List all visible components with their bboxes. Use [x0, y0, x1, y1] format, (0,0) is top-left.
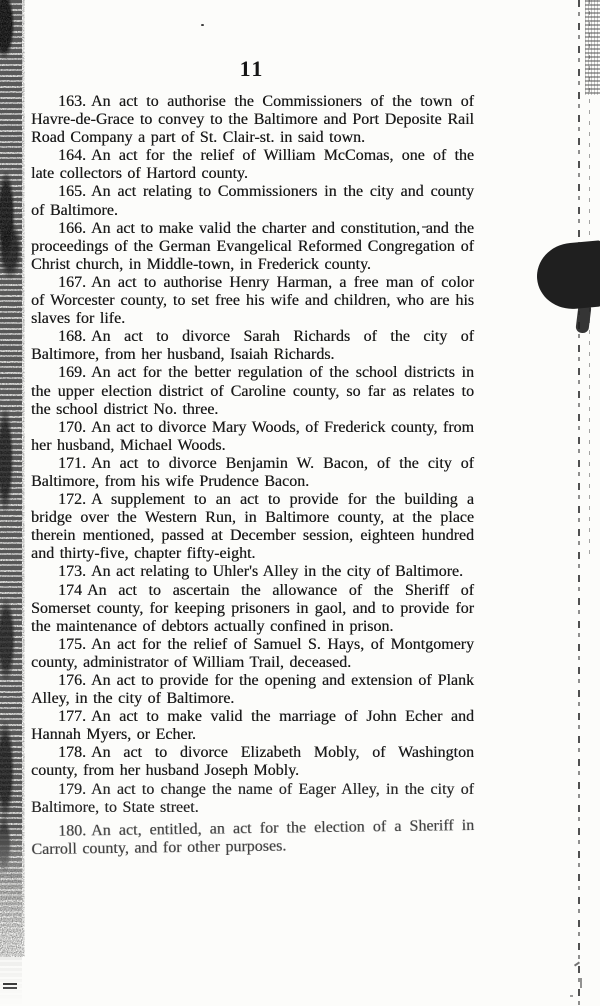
act-text: An act to divorce Elizabeth Mobly, of Washington county, from her husband Joseph Mobly.: [31, 744, 474, 780]
act-item-165: [31, 183, 474, 219]
act-text: An act to divorce Mary Woods, of Frederick county, from her husband, Michael Woods.: [31, 418, 474, 454]
act-text: An act to make valid the charter and constitution, and the proceedings of the German Evangelical Reformed Congregation of Christ church, in Middle-town, in Frederick county.: [31, 219, 474, 273]
binding-shadow-noise: [0, 0, 22, 1006]
act-text: An act to make valid the marriage of John Echer and Hannah Myers, or Echer.: [31, 708, 474, 744]
act-item-169: [31, 364, 474, 418]
act-number: 165.: [58, 183, 86, 201]
act-number: 178.: [58, 744, 86, 762]
act-number: 163.: [58, 93, 86, 110]
act-item-172: [31, 491, 474, 563]
act-number: 171.: [58, 454, 86, 472]
act-text: An act, entitled, an act for the election of a Sheriff in Carroll county, and for other purposes.: [31, 816, 475, 859]
act-text: An act for the relief of William McComas, one of the late collectors of Hartord county.: [31, 147, 474, 183]
act-item-170: [31, 419, 474, 455]
page-number: 11: [239, 56, 265, 81]
margin-speck: [3, 983, 17, 985]
act-number: 179.: [58, 780, 86, 798]
act-text: An act for the better regulation of the school districts in the upper election district of Caroline county, so far as relates to the school district No. three.: [31, 364, 474, 418]
act-item-164: [31, 147, 474, 183]
ink-blob: [534, 240, 600, 312]
act-text: An act to provide for the opening and extension of Plank Alley, in the city of Baltimore.: [31, 672, 474, 708]
act-number: 175.: [58, 635, 86, 653]
act-number: 169.: [58, 364, 86, 382]
act-text: An act relating to Commissioners in the city and county of Baltimore.: [31, 183, 474, 219]
act-item-166: [31, 220, 474, 274]
act-text: An act to authorise the Commissioners of the town of Havre-de-Grace to convey to the Baltimore and Port Deposite Rail Road Company a part of St. Clair-st. in said town.: [31, 93, 474, 147]
act-number: 167.: [58, 273, 86, 291]
act-text: An act to divorce Sarah Richards of the city of Baltimore, from her husband, Isaiah Richards.: [31, 328, 474, 364]
act-number: 173.: [58, 563, 86, 581]
act-item-168: [31, 328, 474, 364]
act-item-171: [31, 455, 474, 491]
act-item-180: [31, 817, 474, 859]
top-right-corner-noise: [585, 0, 600, 95]
act-item-176: [31, 672, 474, 708]
act-number: 164.: [58, 147, 86, 165]
act-item-178: [31, 744, 474, 780]
act-text: An act to divorce Benjamin W. Bacon, of the city of Baltimore, from his wife Prudence Bacon.: [31, 454, 474, 490]
act-number: 168.: [58, 328, 86, 346]
act-item-179: [31, 781, 474, 817]
margin-speck: [570, 995, 573, 997]
act-text: An act for the relief of Samuel S. Hays, of Montgomery county, administrator of William Trail, deceased.: [31, 635, 474, 671]
act-item-163: [31, 93, 474, 147]
act-number: 174: [58, 581, 82, 599]
act-number: 170.: [58, 418, 86, 436]
page-edge-dashed-line: [578, 0, 580, 1006]
margin-speck: [580, 978, 582, 988]
act-number: 176.: [58, 672, 86, 689]
act-item-167: [31, 274, 474, 328]
act-list: [31, 93, 475, 859]
act-text: An act to authorise Henry Harman, a free man of color of Worcester county, to set free his wife and children, who are his slaves for life.: [31, 273, 474, 328]
act-text: An act to change the name of Eager Alley, in the city of Baltimore, to State street.: [31, 780, 474, 816]
margin-speck: [201, 24, 204, 26]
act-item-174: [31, 582, 474, 636]
act-text: A supplement to an act to provide for the building a bridge over the Western Run, in Baltimore county, at the place therein mentioned, passed at December session, eighteen hundred and thirty-five, chapter fifty-eight.: [31, 491, 474, 563]
act-text: An act relating to Uhler's Alley in the city of Baltimore.: [91, 563, 464, 581]
act-number: 177.: [58, 708, 86, 726]
act-number: 180.: [58, 822, 87, 840]
act-number: 172.: [58, 491, 86, 509]
act-item-173: [31, 563, 474, 581]
act-item-177: [31, 708, 474, 744]
act-number: 166.: [58, 219, 86, 237]
act-text: An act to ascertain the allowance of the Sheriff of Somerset county, for keeping prisoners in gaol, and to provide for the maintenance of debtors actually confined in prison.: [31, 581, 474, 635]
act-item-175: [31, 636, 474, 672]
